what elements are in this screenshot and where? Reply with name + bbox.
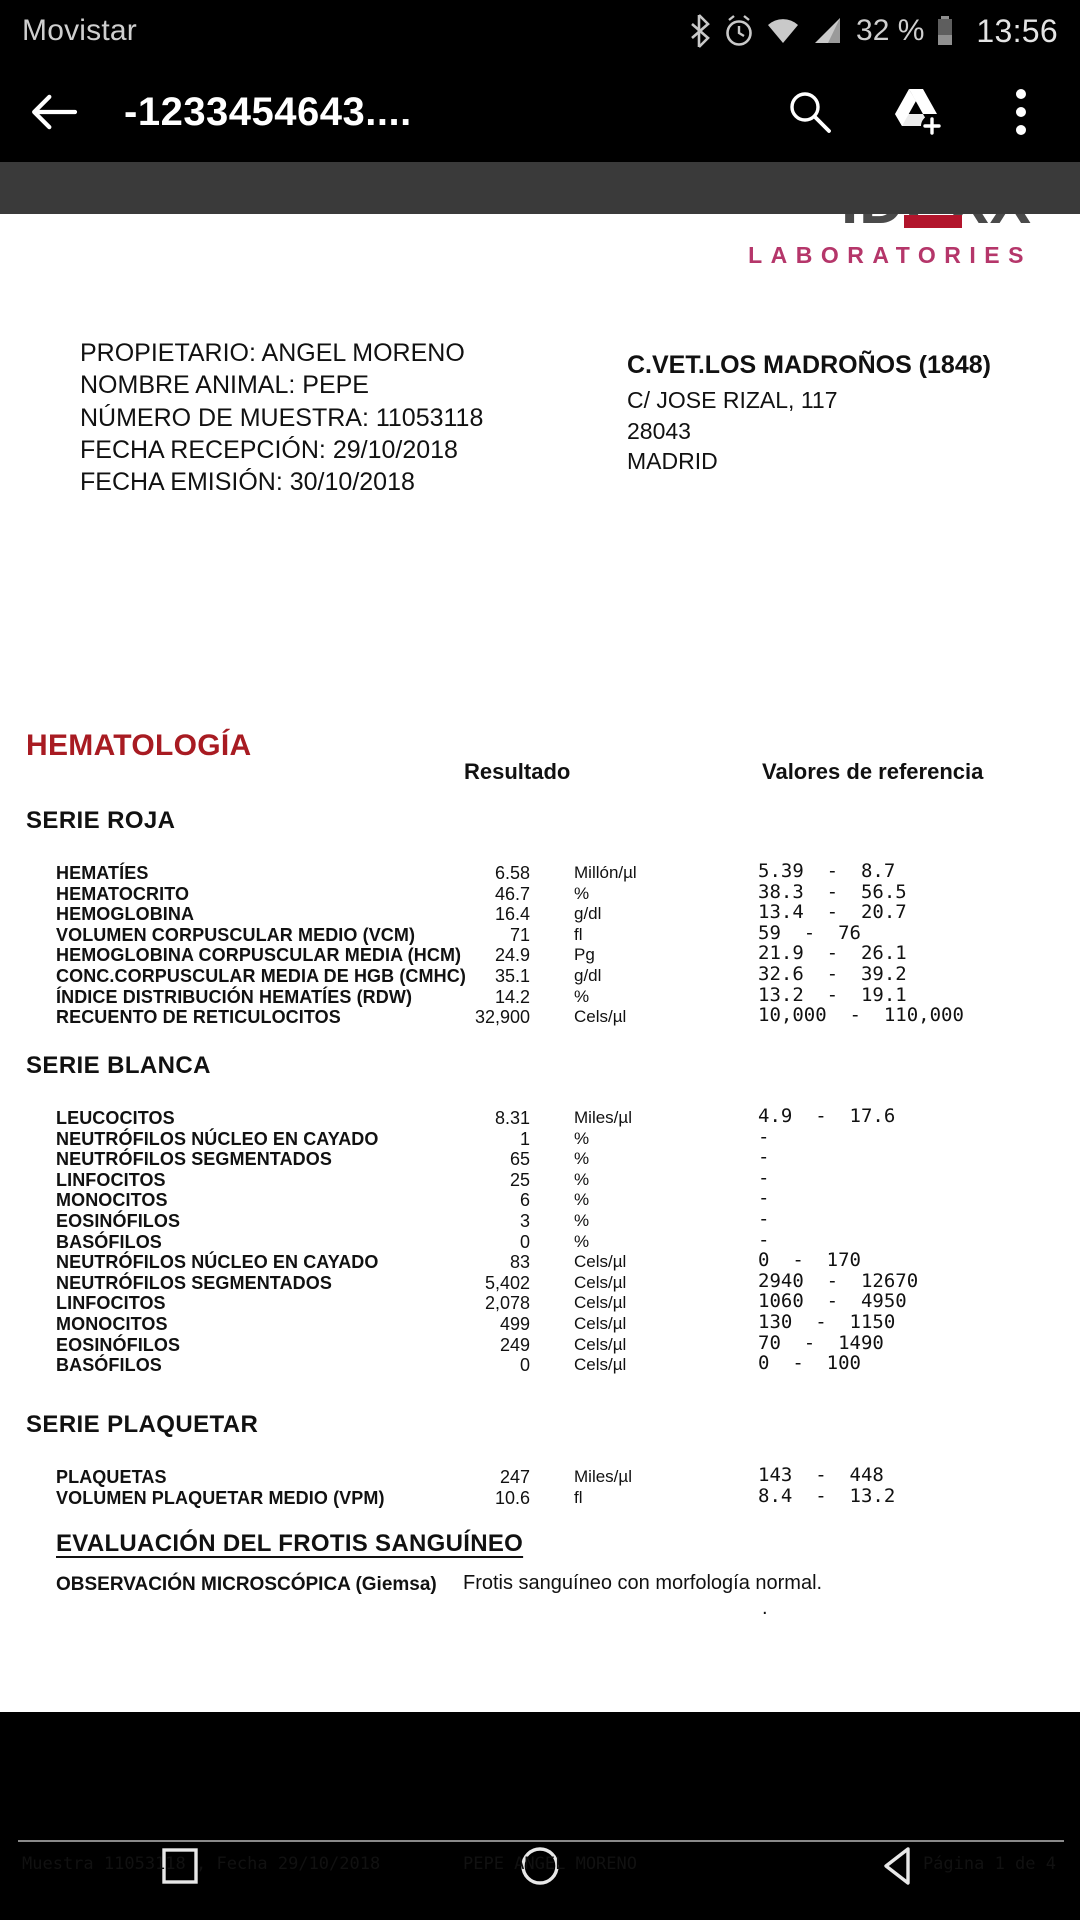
analyte-reference-range: 143 - 448 (758, 1464, 884, 1486)
analyte-reference-range: 10,000 - 110,000 (758, 1004, 964, 1027)
footer-sample: Muestra 11053118 , Fecha 29/10/2018 (22, 1854, 381, 1874)
column-header-resultado: Resultado (464, 759, 571, 784)
table-row (0, 1228, 1080, 1253)
analyte-name: MONOCITOS (56, 1313, 168, 1334)
analyte-reference-range: 13.2 - 19.1 (758, 983, 907, 1006)
analyte-name: ÍNDICE DISTRIBUCIÓN HEMATÍES (RDW) (56, 986, 413, 1007)
animal-name-line: NOMBRE ANIMAL: PEPE (80, 371, 369, 400)
clinic-name: C.VET.LOS MADROÑOS (1848) (627, 351, 991, 379)
bluetooth-icon (688, 14, 712, 48)
search-icon (784, 87, 834, 137)
analyte-unit: % (574, 1210, 590, 1230)
analyte-reference-range: 70 - 1490 (758, 1331, 884, 1354)
analyte-reference-range: 59 - 76 (758, 921, 861, 944)
analyte-result: 8.31 (494, 1108, 530, 1128)
analyte-result: 46.7 (494, 883, 530, 904)
analyte-name: PLAQUETAS (56, 1467, 167, 1487)
analyte-result: 6.58 (494, 863, 530, 883)
analyte-reference-range: - (758, 1228, 770, 1251)
table-row (0, 1484, 1080, 1509)
analyte-reference-range: 5.39 - 8.7 (758, 860, 896, 882)
analyte-result: 65 (509, 1149, 530, 1170)
evaluation-label: OBSERVACIÓN MICROSCÓPICA (Giemsa) (56, 1574, 437, 1595)
analyte-result: 5,402 (484, 1272, 530, 1293)
analyte-reference-range: - (758, 1207, 770, 1230)
analyte-name: CONC.CORPUSCULAR MEDIA DE HGB (CMHC) (56, 965, 466, 986)
analyte-name: NEUTRÓFILOS SEGMENTADOS (56, 1272, 332, 1293)
analyte-unit: Cels/µl (574, 1334, 627, 1354)
analyte-unit: % (574, 1128, 590, 1148)
analyte-name: EOSINÓFILOS (56, 1210, 181, 1231)
analyte-unit: Cels/µl (574, 1272, 627, 1292)
alarm-icon (723, 14, 755, 48)
triangle-back-icon (878, 1843, 922, 1889)
battery-percent-label: 32 % (856, 14, 925, 47)
group-serie-roja (0, 807, 1080, 1028)
analyte-reference-range: - (758, 1166, 770, 1189)
clinic-info-block (627, 349, 991, 477)
analyte-result: 14.2 (494, 986, 530, 1007)
app-action-bar (0, 62, 1080, 162)
column-header-valores-referencia: Valores de referencia (762, 759, 984, 784)
analyte-unit: Miles/µl (574, 1467, 632, 1486)
analyte-unit: % (574, 986, 590, 1006)
analyte-result: 25 (509, 1169, 530, 1190)
table-row (0, 901, 1080, 925)
table-row (0, 921, 1080, 946)
group-rows (0, 860, 1080, 1028)
clinic-street: C/ JOSE RIZAL, 117 (627, 387, 838, 414)
analyte-reference-range: - (758, 1146, 770, 1169)
group-title: SERIE BLANCA (26, 1052, 211, 1079)
table-row (0, 860, 1080, 884)
analyte-result: 1 (519, 1128, 530, 1149)
table-row (0, 880, 1080, 905)
section-title-hematologia: HEMATOLOGÍA (26, 729, 252, 762)
analyte-result: 32,900 (474, 1007, 530, 1028)
table-row (0, 1290, 1080, 1314)
analyte-name: HEMOGLOBINA CORPUSCULAR MEDIA (HCM) (56, 945, 462, 966)
analyte-unit: Cels/µl (574, 1293, 627, 1313)
analyte-result: 247 (499, 1467, 530, 1487)
analyte-unit: Cels/µl (574, 1313, 627, 1333)
search-button[interactable] (784, 85, 834, 139)
signal-icon (811, 14, 843, 48)
analyte-unit: Cels/µl (574, 1355, 627, 1375)
emission-date-line: FECHA EMISIÓN: 30/10/2018 (80, 468, 415, 496)
sample-number-line: NÚMERO DE MUESTRA: 11053118 (80, 403, 484, 432)
analyte-result: 24.9 (494, 945, 530, 966)
analyte-name: NEUTRÓFILOS NÚCLEO EN CAYADO (56, 1128, 379, 1149)
analyte-unit: % (574, 1231, 590, 1251)
evaluation-title: EVALUACIÓN DEL FROTIS SANGUÍNEO (56, 1530, 524, 1557)
table-row (0, 1187, 1080, 1211)
table-row (0, 1352, 1080, 1376)
owner-line: PROPIETARIO: ANGEL MORENO (80, 339, 465, 367)
analyte-unit: Cels/µl (574, 1007, 627, 1027)
evaluation-mark: . (762, 1597, 768, 1619)
table-row (0, 1207, 1080, 1232)
table-row (0, 1146, 1080, 1170)
carrier-label: Movistar (22, 14, 137, 47)
group-title: SERIE PLAQUETAR (26, 1411, 259, 1438)
analyte-reference-range: 0 - 170 (758, 1249, 861, 1272)
table-row (0, 942, 1080, 966)
analyte-name: HEMATOCRITO (56, 883, 190, 904)
table-row (0, 1105, 1080, 1129)
analyte-result: 6 (519, 1190, 530, 1211)
analyte-unit: Miles/µl (574, 1108, 632, 1127)
table-row (0, 1269, 1080, 1294)
analyte-result: 16.4 (494, 904, 530, 925)
analyte-reference-range: 38.3 - 56.5 (758, 880, 907, 903)
analyte-name: EOSINÓFILOS (56, 1334, 181, 1355)
analyte-reference-range: 1060 - 4950 (758, 1290, 907, 1313)
add-to-drive-icon (887, 85, 943, 139)
analyte-result: 0 (519, 1231, 530, 1252)
status-icons (688, 13, 1058, 50)
analyte-reference-range: 2940 - 12670 (758, 1269, 919, 1292)
more-options-button[interactable] (996, 85, 1046, 139)
analyte-unit: % (574, 883, 590, 903)
analyte-reference-range: 21.9 - 26.1 (758, 942, 907, 965)
analyte-name: HEMOGLOBINA (56, 904, 195, 925)
analyte-unit: % (574, 1169, 590, 1189)
battery-icon (935, 14, 955, 48)
table-row (0, 962, 1080, 987)
group-serie-blanca (0, 1052, 1080, 1376)
wifi-icon (766, 14, 800, 48)
analyte-name: LINFOCITOS (56, 1293, 166, 1314)
footer-divider (18, 1840, 1064, 1842)
analyte-name: NEUTRÓFILOS SEGMENTADOS (56, 1149, 332, 1170)
analyte-unit: Cels/µl (574, 1252, 627, 1272)
footer-page: Página 1 de 4 (922, 1854, 1056, 1874)
bottom-black-gap (0, 1712, 1080, 1812)
analyte-unit: Millón/µl (574, 863, 637, 882)
table-row (0, 1004, 1080, 1028)
viewer-overlay-band (0, 162, 1080, 214)
analyte-name: NEUTRÓFILOS NÚCLEO EN CAYADO (56, 1252, 379, 1273)
group-serie-plaquetar (0, 1411, 1080, 1508)
app-bar-actions (784, 85, 1054, 139)
group-rows (0, 1105, 1080, 1376)
analyte-reference-range: 8.4 - 13.2 (758, 1484, 896, 1507)
analyte-result: 2,078 (484, 1293, 530, 1314)
analyte-reference-range: 0 - 100 (758, 1352, 861, 1375)
document-viewer[interactable] (0, 162, 1080, 1874)
analyte-result: 0 (519, 1355, 530, 1376)
analyte-name: VOLUMEN CORPUSCULAR MEDIO (VCM) (56, 924, 416, 945)
analyte-unit: fl (574, 924, 583, 944)
analyte-name: VOLUMEN PLAQUETAR MEDIO (VPM) (56, 1487, 385, 1508)
patient-info-block (80, 337, 483, 498)
table-row (0, 1310, 1080, 1335)
analyte-reference-range: 32.6 - 39.2 (758, 962, 907, 985)
analyte-unit: g/dl (574, 904, 602, 924)
analyte-result: 10.6 (494, 1487, 530, 1508)
analyte-reference-range: - (758, 1187, 770, 1210)
analyte-name: MONOCITOS (56, 1190, 168, 1211)
analyte-result: 3 (519, 1210, 530, 1231)
analyte-result: 83 (509, 1252, 530, 1273)
analyte-name: BASÓFILOS (56, 1231, 162, 1252)
android-status-bar (0, 0, 1080, 62)
analyte-name: RECUENTO DE RETICULOCITOS (56, 1007, 341, 1028)
reception-date-line: FECHA RECEPCIÓN: 29/10/2018 (80, 435, 458, 464)
footer-patient: PEPE ANGEL MORENO (463, 1854, 637, 1874)
analyte-reference-range: 4.9 - 17.6 (758, 1105, 896, 1127)
analyte-reference-range: - (758, 1125, 770, 1148)
more-options-icon (1014, 85, 1028, 139)
analyte-result: 249 (499, 1334, 530, 1355)
group-rows (0, 1464, 1080, 1508)
analyte-reference-range: 130 - 1150 (758, 1310, 896, 1333)
analyte-result: 499 (499, 1313, 530, 1334)
analyte-name: LEUCOCITOS (56, 1108, 175, 1128)
clinic-city: MADRID (627, 448, 718, 475)
analyte-unit: g/dl (574, 965, 602, 985)
back-arrow-icon[interactable] (26, 84, 82, 140)
table-row (0, 1331, 1080, 1356)
clock-label: 13:56 (976, 12, 1058, 49)
analyte-name: BASÓFILOS (56, 1355, 162, 1376)
table-row (0, 1166, 1080, 1191)
analyte-result: 71 (509, 924, 530, 945)
table-row (0, 1464, 1080, 1488)
document-title: -1233454643.... (124, 89, 412, 134)
idexx-laboratories-label: LABORATORIES (748, 242, 1032, 268)
idexx-logo-accent-bar (904, 215, 962, 228)
analyte-name: HEMATÍES (56, 863, 149, 883)
analyte-name: LINFOCITOS (56, 1169, 166, 1190)
table-row (0, 1125, 1080, 1150)
evaluation-text: Frotis sanguíneo con morfología normal. (463, 1572, 823, 1594)
add-to-drive-button[interactable] (890, 85, 940, 139)
analyte-result: 35.1 (494, 965, 530, 986)
analyte-reference-range: 13.4 - 20.7 (758, 901, 907, 924)
analyte-unit: % (574, 1149, 590, 1169)
group-title: SERIE ROJA (26, 807, 176, 834)
analyte-unit: % (574, 1190, 590, 1210)
clinic-zip: 28043 (627, 417, 691, 444)
analyte-unit: Pg (574, 945, 595, 965)
analyte-unit: fl (574, 1487, 583, 1507)
